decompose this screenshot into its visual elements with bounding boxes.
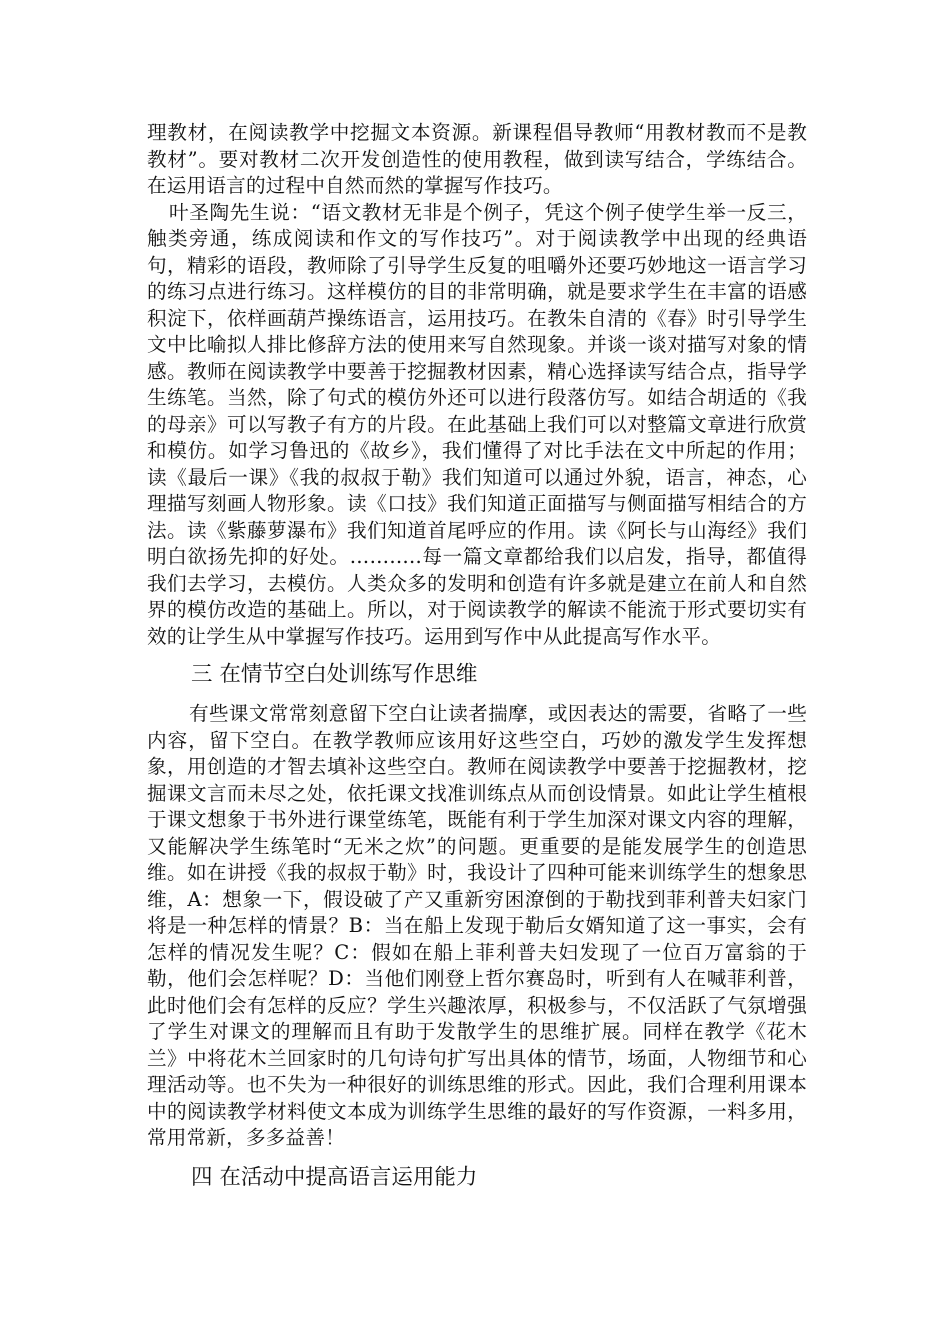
paragraph-ye-shengtao: 叶圣陶先生说：“语文教材无非是个例子，凭这个例子使学生举一反三，触类旁通，练成阅读和作文的写作技巧”。对于阅读教学中出现的经典语句，精彩的语段，教师除了引导学生反复的咀嚼外还要巧妙地这一语言学习的练习点进行练习。这样模仿的目的非常明确，就是要求学生在丰富的语感积淀下，依样画葫芦操练语言，运用技巧。在教朱自清的《春》时引导学生文中比喻拟人排比修辞方法的使用来写自然现象。并谈一谈对描写对象的情感。教师在阅读教学中要善于挖掘教材因素，精心选择读写结合点，指导学生练笔。当然，除了句式的模仿外还可以进行段落仿写。如结合胡适的《我的母亲》可以写教子有方的片段。在此基础上我们可以对整篇文章进行欣赏和模仿。如学习鲁迅的《故乡》，我们懂得了对比手法在文中所起的作用；读《最后一课》《我的叔叔于勒》我们知道可以通过外貌，语言，神态，心理描写刻画人物形象。读《口技》我们知道正面描写与侧面描写相结合的方法。读《紫藤萝瀑布》我们知道首尾呼应的作用。读《阿长与山海经》我们明白欲扬先抑的好处。………..每一篇文章都给我们以启发，指导，都值得我们去学习，去模仿。人类众多的发明和创造有许多就是建立在前人和自然界的模仿改造的基础上。所以，对于阅读教学的解读不能流于形式要切实有效的让学生从中掌握写作技巧。运用到写作中从此提高写作水平。 (147, 200, 807, 648)
document-page (147, 120, 807, 1193)
section-heading-four: 四 在活动中提高语言运用能力 (191, 1164, 478, 1190)
section-heading-three: 三 在情节空白处训练写作思维 (191, 662, 478, 687)
paragraph-continuation: 理教材，在阅读教学中挖掘文本资源。新课程倡导教师“用教材教而不是教教材”。要对教材二次开发创造性的使用教程，做到读写结合，学练结合。在运用语言的过程中自然而然的掌握写作技巧。 (147, 121, 807, 197)
paragraph-plot-blanks: 有些课文常常刻意留下空白让读者揣摩，或因表达的需要，省略了一些内容，留下空白。在教学教师应该用好这些空白，巧妙的激发学生发挥想象，用创造的才智去填补这些空白。教师在阅读教学中要善于挖掘教材，挖掘课文言而未尽之处，依托课文找准训练点从而创设情景。如此让学生植根于课文想象于书外进行课堂练笔，既能有利于学生加深对课文内容的理解，又能解决学生练笔时“无米之炊”的问题。更重要的是能发展学生的创造思维。如在讲授《我的叔叔于勒》时，我设计了四种可能来训练学生的想象思维，A：想象一下，假设破了产又重新穷困潦倒的于勒找到菲利普夫妇家门将是一种怎样的情景？B：当在船上发现于勒后女婿知道了这一事实，会有怎样的情况发生呢？C：假如在船上菲利普夫妇发现了一位百万富翁的于勒，他们会怎样呢？D：当他们刚登上哲尔赛岛时，听到有人在喊菲利普，此时他们会有怎样的反应？学生兴趣浓厚，积极参与，不仅活跃了气氛增强了学生对课文的理解而且有助于发散学生的思维扩展。同样在教学《花木兰》中将花木兰回家时的几句诗句扩写出具体的情节，场面，人物细节和心理活动等。也不失为一种很好的训练思维的形式。因此，我们合理利用课本中的阅读教学材料使文本成为训练学生思维的最好的写作资源，一料多用，常用常新，多多益善！ (147, 702, 807, 1149)
